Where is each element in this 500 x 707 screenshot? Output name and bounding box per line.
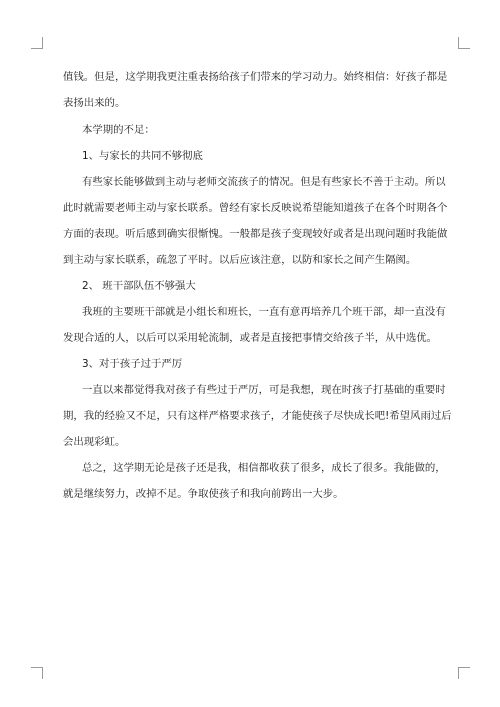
crop-mark-top-right [458,37,470,49]
crop-mark-bottom-right [458,667,470,679]
paragraph-line: 总之，这学期无论是孩子还是我，相信都收获了很多，成长了很多。我能做的， [82,462,446,474]
section-intro: 本学期的不足： [82,124,155,136]
crop-mark-bottom-left [31,667,43,679]
paragraph-line: 期，我的经验又不足，只有这样严格要求孩子，才能使孩子尽快成长吧!希望风雨过后 [63,410,452,422]
paragraph-line: 值钱。但是，这学期我更注重表扬给孩子们带来的学习动力。始终相信：好孩子都是 [63,71,448,83]
crop-mark-top-left [31,37,43,49]
paragraph-line: 表扬出来的。 [63,97,126,109]
section-heading: 2、 班干部队伍不够强大 [82,280,196,292]
paragraph-line: 就是继续努力，改掉不足。争取使孩子和我向前跨出一大步。 [63,488,344,500]
paragraph-line: 方面的表现。听后感到确实很惭愧。一般都是孩子变现较好或者是出现问题时我能做 [63,228,448,240]
section-heading: 1、与家长的共同不够彻底 [82,150,203,162]
paragraph-line: 会出现彩虹。 [63,436,126,448]
paragraph-line: 到主动与家长联系，疏忽了平时。以后应该注意，以防和家长之间产生隔阂。 [63,254,417,266]
paragraph-line: 一直以来都觉得我对孩子有些过于严厉，可是我想，现在时孩子打基础的重要时 [82,384,446,396]
paragraph-line: 有些家长能够做到主动与老师交流孩子的情况。但是有些家长不善于主动。所以 [82,176,446,188]
paragraph-line: 我班的主要班干部就是小组长和班长，一直有意再培养几个班干部，却一直没有 [82,306,446,318]
paragraph-line: 发现合适的人，以后可以采用轮流制，或者是直接把事情交给孩子半，从中选优。 [63,332,438,344]
paragraph-line: 此时就需要老师主动与家长联系。曾经有家长反映说希望能知道孩子在各个时期各个 [63,202,448,214]
section-heading: 3、对于孩子过于严厉 [82,358,183,370]
